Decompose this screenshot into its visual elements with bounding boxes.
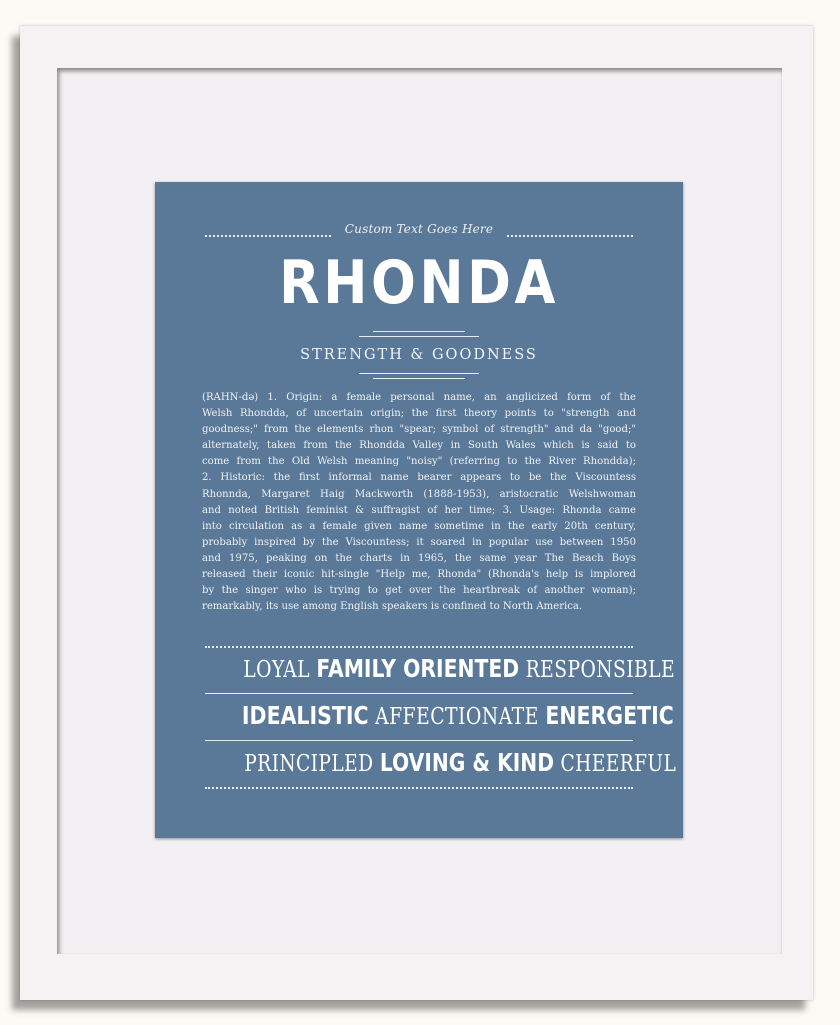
traits-row-3 xyxy=(244,748,677,777)
trait-word: FAMILY ORIENTED xyxy=(316,654,520,683)
trait-word: AFFECTIONATE xyxy=(375,704,539,730)
definition-line: 2. Historic: the first informal name bearer appears to be the Viscountess xyxy=(202,472,636,484)
traits-row-1 xyxy=(243,654,676,683)
definition-line: by the singer who is trying to get over the heartbreak of another woman); xyxy=(202,585,636,597)
definition-line: remarkably, its use among English speakers is confined to North America. xyxy=(202,601,583,613)
divider-rule xyxy=(373,378,465,379)
divider-rule xyxy=(359,373,479,374)
divider-rule xyxy=(359,336,479,337)
frame-mat xyxy=(57,68,782,954)
name-meaning: STRENGTH & GOODNESS xyxy=(300,347,538,363)
definition-line: (RAHN-də) 1. Origin: a female personal name, an anglicized form of the xyxy=(202,392,636,403)
definition-line: alternately, taken from the Rhondda Valley in South Wales which is said to xyxy=(202,440,636,452)
trait-word: PRINCIPLED xyxy=(244,751,374,777)
traits-row-2 xyxy=(241,701,674,730)
definition-line: released their iconic hit-single "Help me, Rhonda" (Rhonda's help is implored xyxy=(202,569,636,581)
custom-text: Custom Text Goes Here xyxy=(344,222,494,236)
definition-line: Rhonnda, Margaret Haig Mackworth (1888-1953), aristocratic Welshwoman xyxy=(202,488,636,500)
trait-word: RESPONSIBLE xyxy=(525,657,676,683)
name-title: RHONDA xyxy=(279,248,559,318)
trait-word: LOVING & KIND xyxy=(379,748,555,777)
trait-word: ENERGETIC xyxy=(545,701,674,730)
divider-rule xyxy=(373,331,465,332)
trait-word: CHEERFUL xyxy=(560,751,677,777)
definition-line: goodness;" from the elements rhon "spear; symbol of strength" and da "good;" xyxy=(202,424,636,436)
divider-rule xyxy=(205,740,633,741)
name-print xyxy=(155,182,683,838)
definition-line: Welsh Rhondda, of uncertain origin; the first theory points to "strength and xyxy=(202,408,636,420)
picture-frame xyxy=(20,26,813,1000)
definition-line: probably inspired by the Viscountess; it soared in popular use between 1950 xyxy=(202,536,636,548)
divider-rule xyxy=(205,693,633,694)
dotted-divider xyxy=(205,787,633,789)
name-definition xyxy=(202,390,636,615)
trait-word: LOYAL xyxy=(243,657,310,683)
definition-line: into circulation as a female given name sometime in the early 20th century, xyxy=(202,520,636,532)
dotted-divider xyxy=(205,646,633,648)
definition-line: and 1975, peaking on the charts in 1965, the same year The Beach Boys xyxy=(202,552,636,564)
definition-line: come from the Old Welsh meaning "noisy" (referring to the River Rhondda); xyxy=(202,456,636,468)
trait-word: IDEALISTIC xyxy=(241,701,369,730)
definition-line: and noted British feminist & suffragist of her time; 3. Usage: Rhonda came xyxy=(202,504,636,516)
